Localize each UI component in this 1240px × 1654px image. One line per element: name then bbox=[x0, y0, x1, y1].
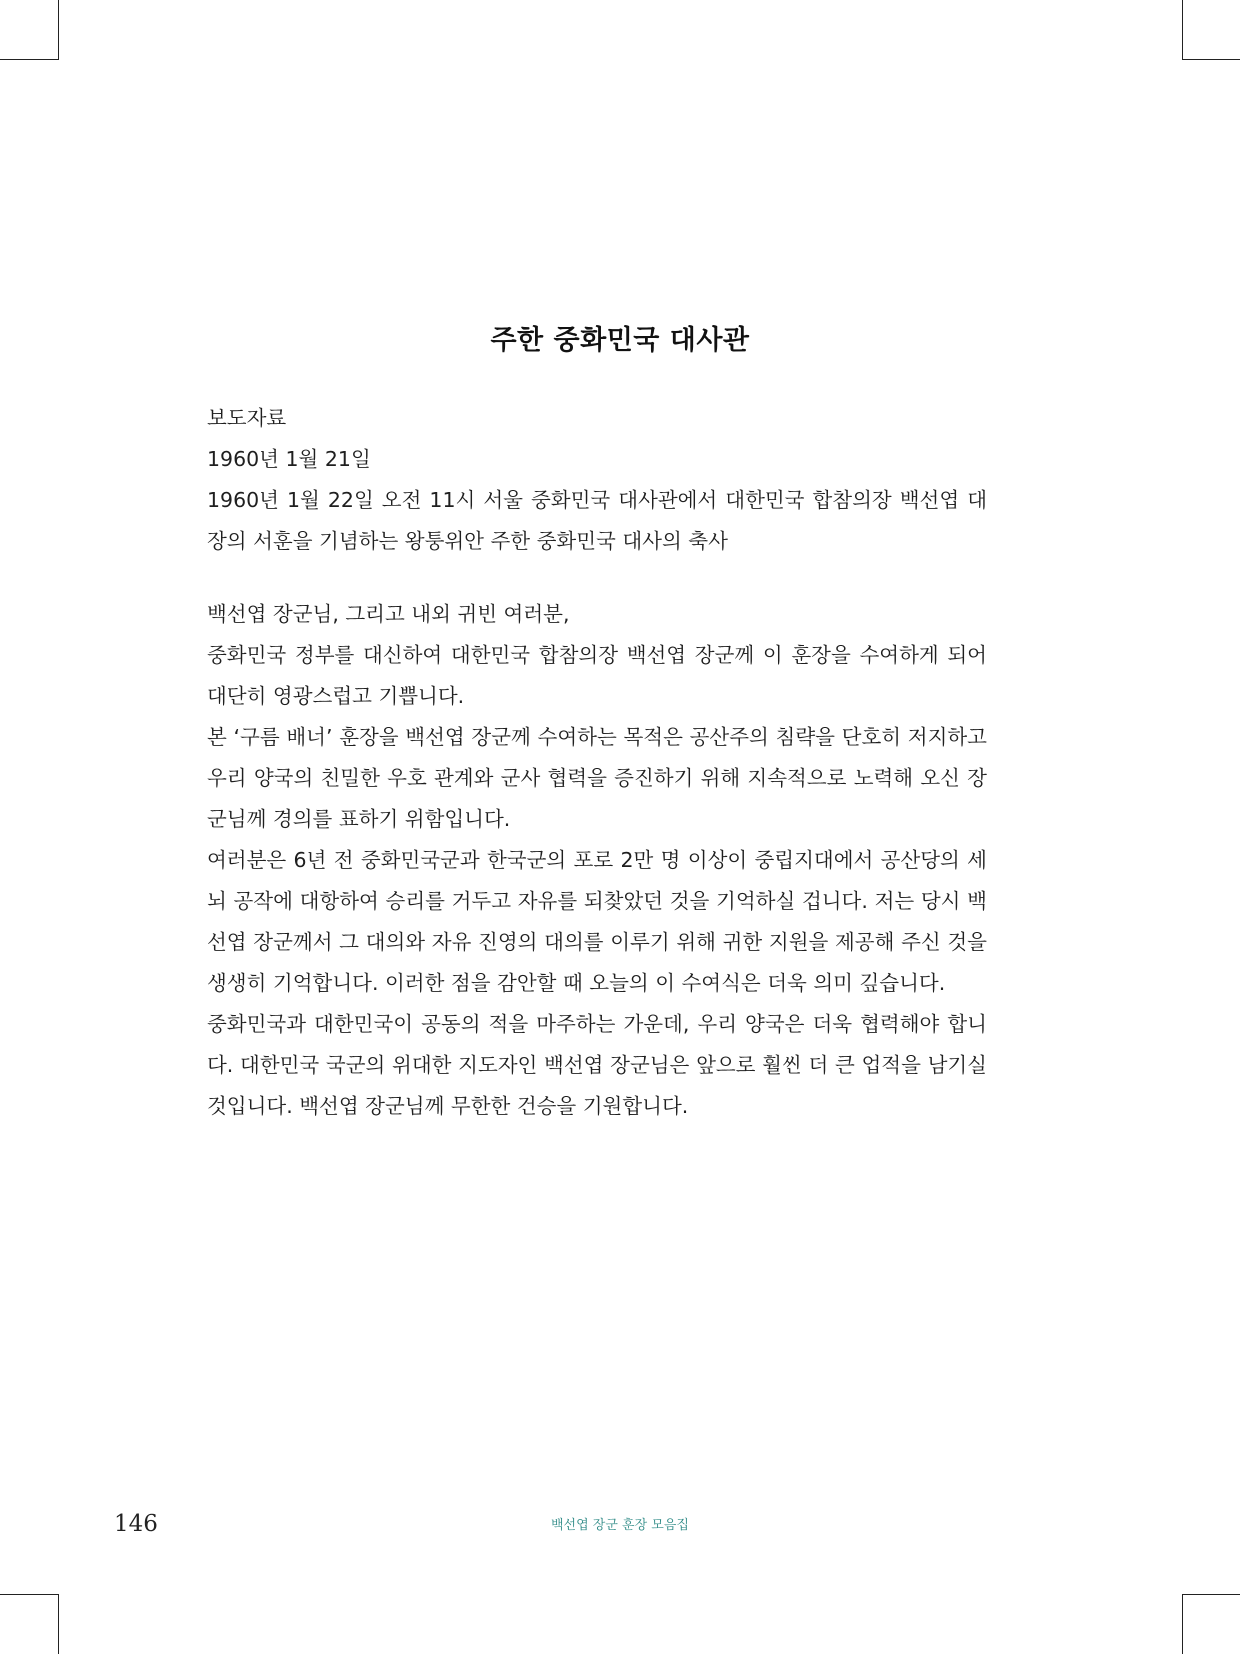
document-body bbox=[207, 398, 987, 1127]
speech-paragraph: 중화민국 정부를 대신하여 대한민국 합참의장 백선엽 장군께 이 훈장을 수여하게 되어 대단히 영광스럽고 기쁩니다. bbox=[207, 643, 987, 708]
crop-mark-bottom-left-vertical bbox=[58, 1594, 59, 1654]
crop-mark-top-left-horizontal bbox=[0, 59, 59, 60]
paragraph-gap bbox=[207, 562, 987, 594]
page-title: 주한 중화민국 대사관 bbox=[490, 325, 750, 356]
crop-mark-bottom-right-horizontal bbox=[1182, 1594, 1240, 1595]
crop-mark-top-right-horizontal bbox=[1182, 59, 1240, 60]
running-footer-title: 백선엽 장군 훈장 모음집 bbox=[551, 1518, 689, 1533]
crop-mark-bottom-right-vertical bbox=[1182, 1594, 1183, 1654]
doc-type-label: 보도자료 bbox=[207, 406, 287, 430]
speech-paragraph: 본 ‘구름 배너’ 훈장을 백선엽 장군께 수여하는 목적은 공산주의 침략을 단호히 저지하고 우리 양국의 친밀한 우호 관계와 군사 협력을 증진하기 위해 지속적으로 노력해 오신 장군님께 경의를 표하기 위함입니다. bbox=[207, 725, 987, 831]
doc-subject: 1960년 1월 22일 오전 11시 서울 중화민국 대사관에서 대한민국 합참의장 백선엽 대장의 서훈을 기념하는 왕퉁위안 주한 중화민국 대사의 축사 bbox=[207, 488, 987, 553]
crop-mark-top-right-vertical bbox=[1182, 0, 1183, 60]
doc-date: 1960년 1월 21일 bbox=[207, 447, 371, 471]
salutation: 백선엽 장군님, 그리고 내외 귀빈 여러분, bbox=[207, 602, 570, 626]
crop-mark-top-left-vertical bbox=[58, 0, 59, 60]
page-number: 146 bbox=[114, 1511, 158, 1537]
speech-paragraph: 여러분은 6년 전 중화민국군과 한국군의 포로 2만 명 이상이 중립지대에서 공산당의 세뇌 공작에 대항하여 승리를 거두고 자유를 되찾았던 것을 기억하실 겁니다. 저는 당시 백선엽 장군께서 그 대의와 자유 진영의 대의를 이루기 위해 귀한 지원을 제공해 주신 것을 생생히 기억합니다. 이러한 점을 감안할 때 오늘의 이 수여식은 더욱 의미 깊습니다. bbox=[207, 848, 987, 995]
crop-mark-bottom-left-horizontal bbox=[0, 1594, 59, 1595]
speech-paragraph: 중화민국과 대한민국이 공동의 적을 마주하는 가운데, 우리 양국은 더욱 협력해야 합니다. 대한민국 국군의 위대한 지도자인 백선엽 장군님은 앞으로 훨씬 더 큰 업적을 남기실 것입니다. 백선엽 장군님께 무한한 건승을 기원합니다. bbox=[207, 1012, 987, 1118]
